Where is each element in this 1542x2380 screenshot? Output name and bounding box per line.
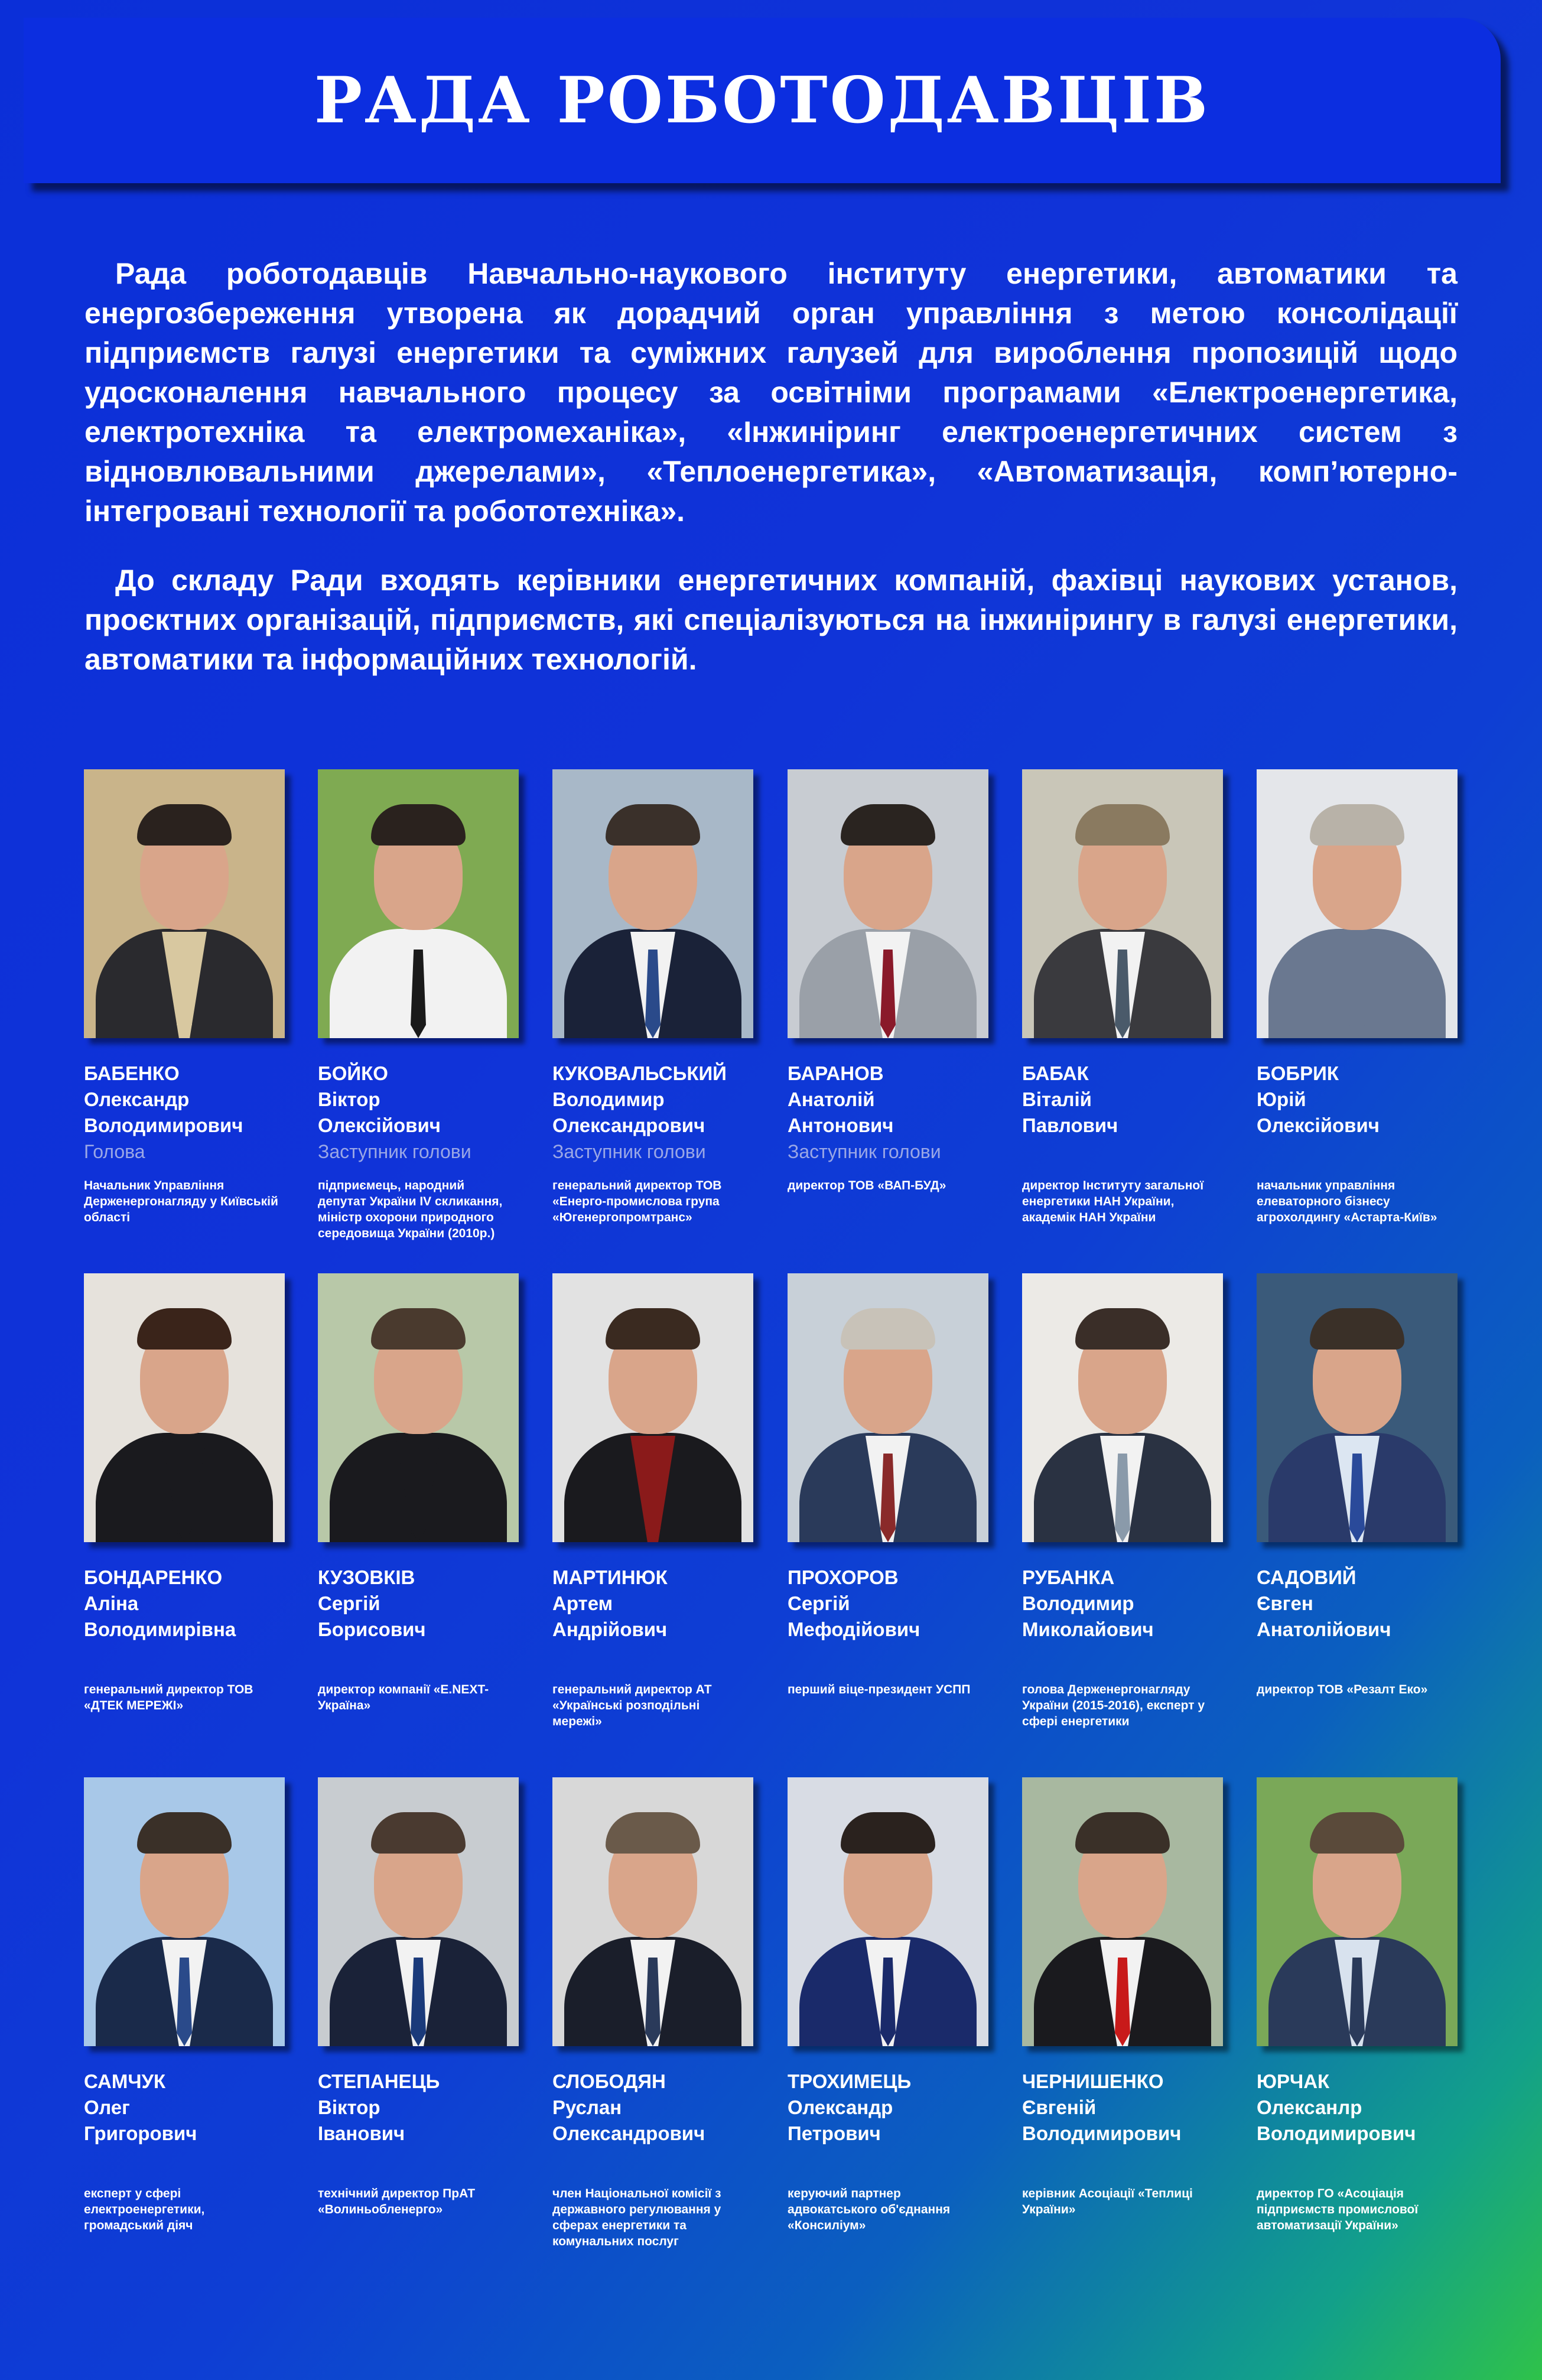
member-description: директор компанії «E.NEXT-Україна» <box>318 1683 489 1712</box>
member-surname: ПРОХОРОВ <box>788 1566 899 1588</box>
member-first-name: Олексанлр <box>1257 2096 1362 2118</box>
member-card <box>318 1273 519 1714</box>
member-photo <box>552 1777 753 2046</box>
member-patronymic: Іванович <box>318 2122 405 2144</box>
member-card <box>788 1273 988 1698</box>
portrait-hair <box>1075 1812 1170 1854</box>
member-name <box>552 2069 753 2147</box>
member-surname: БАРАНОВ <box>788 1062 884 1084</box>
member-first-name: Юрій <box>1257 1088 1306 1110</box>
portrait-hair <box>371 804 466 846</box>
portrait-hair <box>137 804 232 846</box>
member-name <box>318 2069 519 2147</box>
member-first-name: Олександр <box>788 2096 893 2118</box>
member-card <box>552 1777 753 2249</box>
member-first-name: Віталій <box>1022 1088 1092 1110</box>
member-photo <box>1257 769 1458 1038</box>
member-card <box>1022 1777 1223 2218</box>
member-card <box>552 1273 753 1729</box>
member-card <box>1257 769 1458 1225</box>
member-patronymic: Петрович <box>788 2122 881 2144</box>
member-first-name: Євген <box>1257 1592 1313 1614</box>
portrait-hair <box>606 1308 700 1350</box>
member-photo <box>1257 1273 1458 1542</box>
member-description: керуючий партнер адвокатського об'єднання «Консиліум» <box>788 2187 951 2232</box>
member-surname: ТРОХИМЕЦЬ <box>788 2070 912 2092</box>
member-patronymic: Борисович <box>318 1618 426 1640</box>
member-photo <box>1022 1777 1223 2046</box>
member-description: директор ТОВ «Резалт Еко» <box>1257 1683 1428 1696</box>
member-patronymic: Володимирівна <box>84 1618 236 1640</box>
portrait-hair <box>1075 804 1170 846</box>
member-first-name: Анатолій <box>788 1088 875 1110</box>
member-first-name: Аліна <box>84 1592 139 1614</box>
page-title: РАДА РОБОТОДАВЦІВ <box>314 63 1211 138</box>
member-patronymic: Анатолійович <box>1257 1618 1391 1640</box>
intro-paragraph-1: Рада роботодавців Навчально-наукового інституту енергетики, автоматики та енергозбереження утворена як дорадчий орган управління з метою консолідації підприємств галузі енергетики та суміжних галузей для вироблення пропозицій щодо удосконалення навчального процесу за освітніми програмами «Електроенергетика, електротехніка та електромеханіка», «Інжиніринг електроенергетичних систем з відновлювальними джерелами», «Теплоенергетика», «Автоматизація, комп’ютерно-інтегровані технології та робототехніка». <box>84 257 1458 528</box>
member-first-name: Віктор <box>318 1088 380 1110</box>
member-patronymic: Григорович <box>84 2122 197 2144</box>
member-name <box>552 1061 753 1139</box>
portrait-hair <box>371 1308 466 1350</box>
member-description: перший віце-президент УСПП <box>788 1683 971 1696</box>
member-description: технічний директор ПрАТ «Волиньобленерго» <box>318 2187 476 2216</box>
member-name <box>84 1061 285 1139</box>
member-first-name: Артем <box>552 1592 613 1614</box>
member-surname: КУЗОВКІВ <box>318 1566 415 1588</box>
member-photo <box>318 1273 519 1542</box>
member-surname: БАБЕНКО <box>84 1062 180 1084</box>
member-card <box>84 1273 285 1714</box>
member-surname: КУКОВАЛЬСЬКИЙ <box>552 1062 727 1084</box>
member-description: директор Інституту загальної енергетики НАН України, академік НАН України <box>1022 1179 1204 1224</box>
member-photo <box>788 1273 988 1542</box>
member-role: Заступник голови <box>318 1141 471 1162</box>
member-description: експерт у сфері електроенергетики, громадський діяч <box>84 2187 205 2232</box>
member-description: керівник Асоціації «Теплиці України» <box>1022 2187 1193 2216</box>
portrait-hair <box>1310 804 1404 846</box>
member-card <box>1022 1273 1223 1729</box>
member-photo <box>84 1777 285 2046</box>
member-card <box>84 769 285 1225</box>
member-surname: СЛОБОДЯН <box>552 2070 666 2092</box>
member-name <box>788 2069 988 2147</box>
member-first-name: Володимир <box>1022 1592 1134 1614</box>
title-banner <box>24 18 1501 183</box>
member-patronymic: Андрійович <box>552 1618 668 1640</box>
member-description: голова Держенергонагляду України (2015-2016), експерт у сфері енергетики <box>1022 1683 1205 1728</box>
member-patronymic: Олександрович <box>552 2122 705 2144</box>
member-surname: САМЧУК <box>84 2070 166 2092</box>
portrait-hair <box>841 1308 935 1350</box>
member-photo <box>318 1777 519 2046</box>
member-name <box>84 1565 285 1643</box>
member-patronymic: Володимирович <box>84 1114 243 1136</box>
member-surname: МАРТИНЮК <box>552 1566 668 1588</box>
portrait-hair <box>371 1812 466 1854</box>
member-description: директор ГО «Асоціація підприємств промислової автоматизації України» <box>1257 2187 1419 2232</box>
member-description: директор ТОВ «ВАП-БУД» <box>788 1179 946 1192</box>
member-description: підприємець, народний депутат України IV скликання, міністр охорони природного середовища України (2010р.) <box>318 1179 503 1240</box>
member-surname: САДОВИЙ <box>1257 1566 1356 1588</box>
member-surname: СТЕПАНЕЦЬ <box>318 2070 440 2092</box>
member-photo <box>552 769 753 1038</box>
member-photo <box>788 1777 988 2046</box>
member-name <box>788 1061 988 1139</box>
portrait-hair <box>1310 1812 1404 1854</box>
portrait-hair <box>1310 1308 1404 1350</box>
member-patronymic: Мефодійович <box>788 1618 920 1640</box>
member-patronymic: Володимирович <box>1022 2122 1182 2144</box>
member-card <box>318 1777 519 2218</box>
member-surname: РУБАНКА <box>1022 1566 1115 1588</box>
member-photo <box>1257 1777 1458 2046</box>
member-description: Начальник Управління Держенергонагляду у Київській області <box>84 1179 278 1224</box>
member-card <box>1022 769 1223 1225</box>
member-first-name: Сергій <box>788 1592 850 1614</box>
member-description: генеральний директор ТОВ «ДТЕК МЕРЕЖІ» <box>84 1683 253 1712</box>
member-card <box>84 1777 285 2233</box>
member-surname: БОЙКО <box>318 1062 388 1084</box>
member-description: генеральний директор АТ «Українські розподільні мережі» <box>552 1683 712 1728</box>
member-role: Голова <box>84 1141 145 1162</box>
member-name <box>1257 1565 1458 1643</box>
member-first-name: Олександр <box>84 1088 190 1110</box>
member-description: начальник управління елеваторного бізнесу агрохолдингу «Астарта-Київ» <box>1257 1179 1437 1224</box>
member-name <box>1022 1061 1223 1139</box>
member-first-name: Віктор <box>318 2096 380 2118</box>
member-first-name: Руслан <box>552 2096 622 2118</box>
member-name <box>1257 1061 1458 1139</box>
member-name <box>1022 2069 1223 2147</box>
member-name <box>1022 1565 1223 1643</box>
member-surname: БАБАК <box>1022 1062 1089 1084</box>
member-photo <box>552 1273 753 1542</box>
member-card <box>788 769 988 1194</box>
member-surname: ЧЕРНИШЕНКО <box>1022 2070 1164 2092</box>
portrait-hair <box>137 1308 232 1350</box>
portrait-hair <box>1075 1308 1170 1350</box>
member-patronymic: Олексійович <box>318 1114 441 1136</box>
member-first-name: Сергій <box>318 1592 380 1614</box>
member-patronymic: Павлович <box>1022 1114 1118 1136</box>
member-description: член Національної комісії з державного регулювання у сферах енергетики та комунальних послуг <box>552 2187 721 2248</box>
member-name <box>552 1565 753 1643</box>
member-first-name: Володимир <box>552 1088 665 1110</box>
member-role: Заступник голови <box>552 1141 706 1162</box>
member-card <box>318 769 519 1241</box>
member-role: Заступник голови <box>788 1141 941 1162</box>
portrait-hair <box>137 1812 232 1854</box>
intro-paragraph-2: До складу Ради входять керівники енергетичних компаній, фахівці наукових установ, проєктних організацій, підприємств, які спеціалізуються на інжинірингу в галузі енергетики, автоматики та інформаційних технологій. <box>84 564 1458 676</box>
intro-text <box>84 254 1458 709</box>
member-first-name: Євгеній <box>1022 2096 1097 2118</box>
member-surname: БОБРИК <box>1257 1062 1339 1084</box>
portrait-hair <box>606 804 700 846</box>
member-patronymic: Олександрович <box>552 1114 705 1136</box>
portrait-hair <box>841 804 935 846</box>
member-photo <box>318 769 519 1038</box>
member-name <box>788 1565 988 1643</box>
member-card <box>1257 1777 1458 2233</box>
member-name <box>318 1061 519 1139</box>
member-patronymic: Антонович <box>788 1114 894 1136</box>
member-photo <box>788 769 988 1038</box>
member-photo <box>1022 769 1223 1038</box>
member-photo <box>84 769 285 1038</box>
member-patronymic: Володимирович <box>1257 2122 1416 2144</box>
member-name <box>84 2069 285 2147</box>
member-photo <box>1022 1273 1223 1542</box>
portrait-hair <box>606 1812 700 1854</box>
member-name <box>318 1565 519 1643</box>
portrait-hair <box>841 1812 935 1854</box>
member-card <box>552 769 753 1225</box>
member-photo <box>84 1273 285 1542</box>
member-description: генеральний директор ТОВ «Енерго-промислова група «Югенергопромтранс» <box>552 1179 722 1224</box>
member-surname: ЮРЧАК <box>1257 2070 1330 2092</box>
member-patronymic: Олексійович <box>1257 1114 1380 1136</box>
member-surname: БОНДАРЕНКО <box>84 1566 223 1588</box>
member-name <box>1257 2069 1458 2147</box>
member-patronymic: Миколайович <box>1022 1618 1154 1640</box>
member-first-name: Олег <box>84 2096 130 2118</box>
member-card <box>788 1777 988 2233</box>
member-card <box>1257 1273 1458 1698</box>
